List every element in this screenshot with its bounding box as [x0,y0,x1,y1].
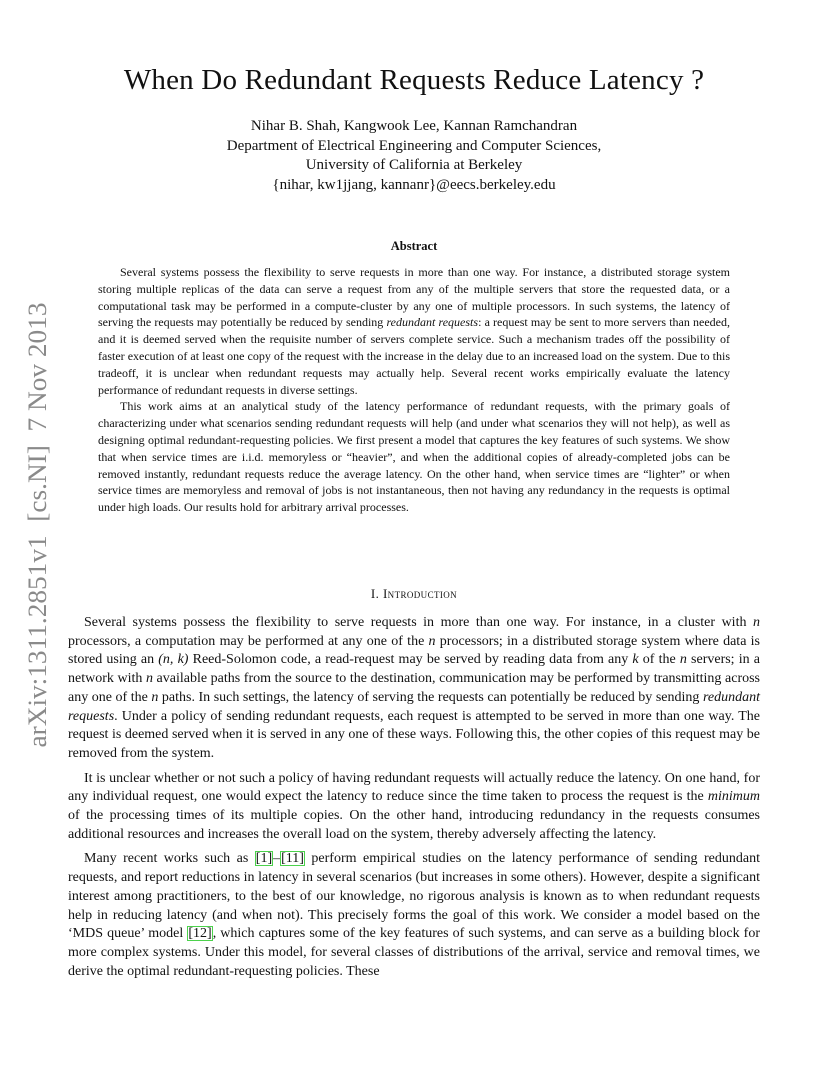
introduction-body [68,614,760,987]
arxiv-identifier-text: arXiv:1311.2851v1 [cs.NI] 7 Nov 2013 [23,323,52,748]
intro-p1-text: Several systems possess the flexibility to serve requests in more than one way. For instance, in a cluster with [84,615,753,630]
intro-paragraph-1 [68,614,760,764]
citation-range-dash: – [273,851,281,867]
section-title: Introduction [382,586,458,601]
intro-paragraph-3 [68,850,760,981]
author-names: Nihar B. Shah, Kangwook Lee, Kannan Ramchandran [250,118,578,134]
intro-p2-text: of the processing times of its multiple copies. On the other hand, introducing redundancy in the requests consumes additional resources and increases the overall load on the system, thereby adversely affecting the latency. [68,808,760,842]
intro-p1-text: processors; in a distributed storage system where data is stored using an [68,633,760,668]
abstract-paragraph-2: This work aims at an analytical study of the latency performance of redundant requests, with the primary goals of characterizing under what scenarios sending redundant requests will help (and under what scenarios they will not help), as well as designing optimal redundant-requesting policies. We first present a model that captures the key features of such systems. We show that when service times are i.i.d. memoryless or “heavier”, and when the additional copies of already-completed jobs can be removed instantly, redundant requests reduce the average latency. On the other hand, when service times are “lighter” or when service times are memoryless and removal of jobs is not instantaneous, then not having any redundancy in the requests is optimal under high loads. Our results hold for arbitrary arrival processes. [98,399,730,515]
math-n-k: (n, k) [158,652,189,668]
citation-link-11[interactable]: [11] [281,851,304,867]
math-n: n [151,689,159,705]
abstract-p1-text-a: Several systems possess the flexibility to serve requests in more than one way. For instance, a distributed storage system storing multiple replicas of the data can serve a request from any of the multiple servers that store the requested data, or a computational task may be performed in a compute-cluster by any one of multiple processors. In such systems, the latency of serving the requests may potentially be reduced by sending [98,265,730,330]
author-university: University of California at Berkeley [305,157,523,173]
math-n: n [145,671,153,687]
abstract-heading: Abstract [390,239,438,253]
abstract-paragraph-1 [98,264,730,398]
intro-p3-text: Many recent works such as [84,851,255,867]
intro-p1-text: processors, a computation may be performed at any one of the [68,633,429,649]
abstract-body [98,264,730,516]
math-n: n [428,633,436,649]
arxiv-identifier-stamp [2,300,62,750]
author-emails: {nihar, kw1jjang, kannanr}@eecs.berkeley.edu [272,176,556,193]
section-number: I. [370,586,383,601]
intro-p3-text: , which captures some of the key features of such systems, and can serve as a building block for more complex systems. Under this model, for several classes of distributions of the arrival, service and removal times, we derive the optimal redundant-requesting policies. These [68,926,760,979]
citation-link-1[interactable]: [1] [255,851,273,867]
intro-p1-text: available paths from the source to the destination, communication may be performed by transmitting across any one of the [68,671,761,705]
intro-p1-emphasis: redundant requests [68,689,760,724]
author-block [68,117,760,195]
citation-link-12[interactable]: [12] [188,926,212,942]
intro-p1-text: of the [638,652,680,668]
intro-p1-text: . Under a policy of sending redundant requests, each request is attempted to be served in more than one way. The request is deemed served when it is served in any one of these ways. Following this, the other copies of this request may be removed from the system. [68,708,760,761]
intro-p3-text: perform empirical studies on the latency performance of sending redundant requests, and report reductions in latency in several scenarios (but increases in some others). However, despite a significant interest among practitioners, to the best of our knowledge, no rigorous analysis is known as to when redundant requests help in reducing latency (and when not). This precisely forms the goal of this work. We consider a model based on the ‘MDS queue’ model [68,851,760,942]
math-k: k [632,652,639,668]
math-n: n [679,652,687,668]
intro-p1-text: servers; in a network with [68,652,760,687]
arxiv-identifier-svg [2,300,62,750]
section-heading-introduction [68,586,760,602]
intro-p1-text: Reed-Solomon code, a read-request may be served by reading data from any [188,652,633,668]
intro-p2-emphasis: minimum [707,789,760,805]
abstract-p1-emphasis: redundant requests [386,315,479,330]
paper-title: When Do Redundant Requests Reduce Latency ? [123,64,705,96]
math-n: n [753,615,760,630]
author-department: Department of Electrical Engineering and Computer Sciences, [226,137,602,154]
abstract-p1-text-b: : a request may be sent to more servers than needed, and it is deemed served when the requisite number of servers complete service. Such a mechanism trades off the possibility of faster execution of at least one copy of the request with the increase in the delay due to an increased load on the system. Due to this tradeoff, it is unclear when redundant requests may actually help. Several recent works empirically evaluate the latency performance of redundant requests in diverse settings. [98,315,731,397]
intro-p1-text: paths. In such settings, the latency of serving the requests can potentially be reduced by sending [158,689,703,705]
intro-paragraph-2 [68,770,760,845]
intro-p2-text: It is unclear whether or not such a policy of having redundant requests will actually reduce the latency. On one hand, for any individual request, one would expect the latency to reduce since the time taken to process the request is the [68,770,760,805]
